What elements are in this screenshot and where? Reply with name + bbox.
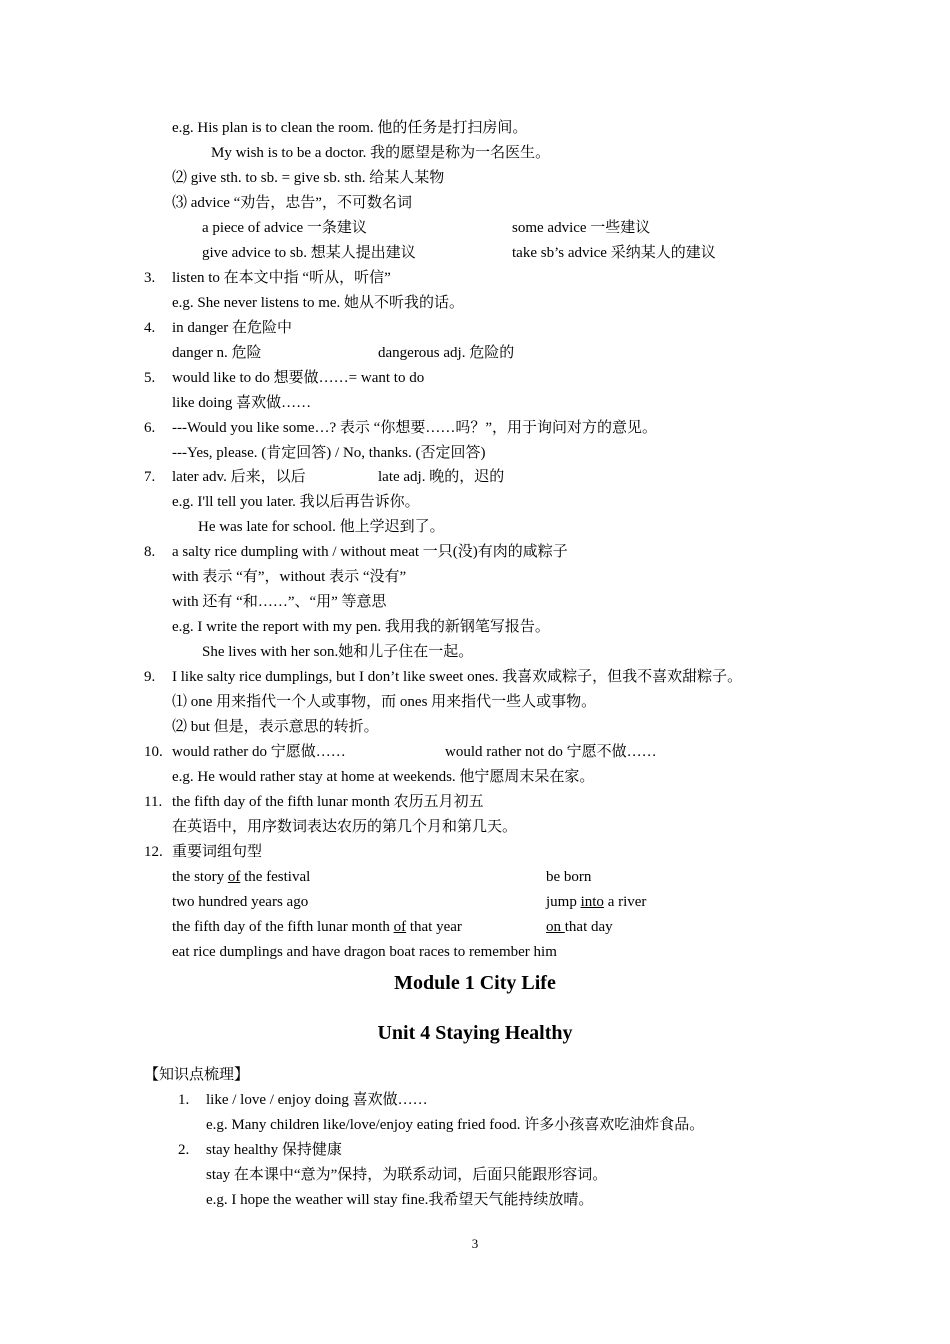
item-number: 7. (144, 469, 156, 485)
item-number: 12. (144, 844, 163, 860)
item-number: 5. (144, 370, 156, 386)
item-number: 10. (144, 744, 163, 760)
text-line: ⑵ but 但是，表示意思的转折。 (172, 719, 379, 735)
text-line: in danger 在危险中 (172, 320, 292, 336)
text-line: ---Yes, please. (肯定回答) / No, thanks. (否定回答) (172, 445, 486, 461)
text-line: e.g. Many children like/love/enjoy eating fried food. 许多小孩喜欢吃油炸食品。 (206, 1117, 705, 1133)
text-line: the fifth day of the fifth lunar month 农历五月初五 (172, 794, 484, 810)
text-line: would rather do 宁愿做…… (172, 744, 346, 760)
text-line: He was late for school. 他上学迟到了。 (198, 519, 445, 535)
text-line: e.g. I'll tell you later. 我以后再告诉你。 (172, 494, 420, 510)
item-number: 8. (144, 544, 156, 560)
text-line: e.g. She never listens to me. 她从不听我的话。 (172, 295, 465, 311)
phrase-text: the fifth day of the fifth lunar month (172, 919, 394, 935)
module-heading: Module 1 City Life (394, 972, 556, 994)
text-line: like doing 喜欢做…… (172, 395, 312, 411)
item-number: 3. (144, 270, 156, 286)
text-line: with 还有 “和……”、“用” 等意思 (172, 594, 387, 610)
text-line: some advice 一些建议 (512, 220, 651, 236)
text-line: 在英语中，用序数词表达农历的第几个月和第几天。 (172, 819, 518, 835)
phrase-text: the story (172, 869, 228, 885)
section-label: 【知识点梳理】 (144, 1067, 250, 1083)
text-line: e.g. His plan is to clean the room. 他的任务是打扫房间。 (172, 120, 528, 136)
text-line: eat rice dumplings and have dragon boat races to remember him (172, 944, 557, 960)
item-number: 6. (144, 420, 156, 436)
text-line: late adj. 晚的，迟的 (378, 469, 505, 485)
item-number: 1. (178, 1092, 190, 1108)
text-line: a piece of advice 一条建议 (202, 220, 367, 236)
item-number: 2. (178, 1142, 190, 1158)
phrase-line (546, 917, 613, 937)
text-line: ⑶ advice “劝告，忠告”，不可数名词 (172, 195, 412, 211)
item-number: 11. (144, 794, 163, 810)
phrase-text: a river (603, 894, 647, 910)
text-line: ---Would you like some…? 表示 “你想要……吗？”，用于询问对方的意见。 (172, 420, 657, 436)
text-line: My wish is to be a doctor. 我的愿望是称为一名医生。 (211, 145, 551, 161)
text-line: with 表示 “有”，without 表示 “没有” (172, 569, 407, 585)
text-line: later adv. 后来，以后 (172, 469, 306, 485)
underlined-word: of (393, 919, 407, 935)
text-line: ⑵ give sth. to sb. = give sb. sth. 给某人某物 (172, 170, 445, 186)
text-line: dangerous adj. 危险的 (378, 345, 515, 361)
page-number: 3 (471, 1236, 479, 1251)
text-line: would like to do 想要做……= want to do (172, 370, 425, 386)
text-line: would rather not do 宁愿不做…… (445, 744, 657, 760)
text-line: e.g. I write the report with my pen. 我用我的新钢笔写报告。 (172, 619, 550, 635)
text-line: two hundred years ago (172, 894, 309, 910)
text-line: give advice to sb. 想某人提出建议 (202, 245, 416, 261)
underlined-word: on (546, 919, 565, 935)
text-line: stay healthy 保持健康 (206, 1142, 342, 1158)
text-line: She lives with her son.她和儿子住在一起。 (202, 644, 474, 660)
text-line: e.g. I hope the weather will stay fine.我希望天气能持续放晴。 (206, 1192, 594, 1208)
underlined-word: into (580, 894, 604, 910)
phrase-line (172, 917, 462, 937)
text-line: be born (546, 869, 592, 885)
phrase-text: the festival (240, 869, 311, 885)
phrase-line (172, 867, 310, 887)
item-number: 4. (144, 320, 156, 336)
text-line: danger n. 危险 (172, 345, 262, 361)
text-line: 重要词组句型 (172, 844, 263, 860)
text-line: listen to 在本文中指 “听从，听信” (172, 270, 391, 286)
phrase-text: that year (406, 919, 462, 935)
text-line: a salty rice dumpling with / without meat 一只(没)有肉的咸粽子 (172, 544, 568, 560)
item-number: 9. (144, 669, 156, 685)
text-line: ⑴ one 用来指代一个人或事物，而 ones 用来指代一些人或事物。 (172, 694, 597, 710)
text-line: stay 在本课中“意为”保持，为联系动词，后面只能跟形容词。 (206, 1167, 608, 1183)
underlined-word: of (227, 869, 241, 885)
text-line: I like salty rice dumplings, but I don’t like sweet ones. 我喜欢咸粽子，但我不喜欢甜粽子。 (172, 669, 743, 685)
phrase-text: that day (564, 919, 613, 935)
text-line: e.g. He would rather stay at home at weekends. 他宁愿周末呆在家。 (172, 769, 595, 785)
phrase-line (546, 892, 646, 912)
text-line: like / love / enjoy doing 喜欢做…… (206, 1092, 428, 1108)
text-line: take sb’s advice 采纳某人的建议 (512, 245, 716, 261)
unit-heading: Unit 4 Staying Healthy (377, 1022, 573, 1044)
phrase-text: jump (546, 894, 581, 910)
